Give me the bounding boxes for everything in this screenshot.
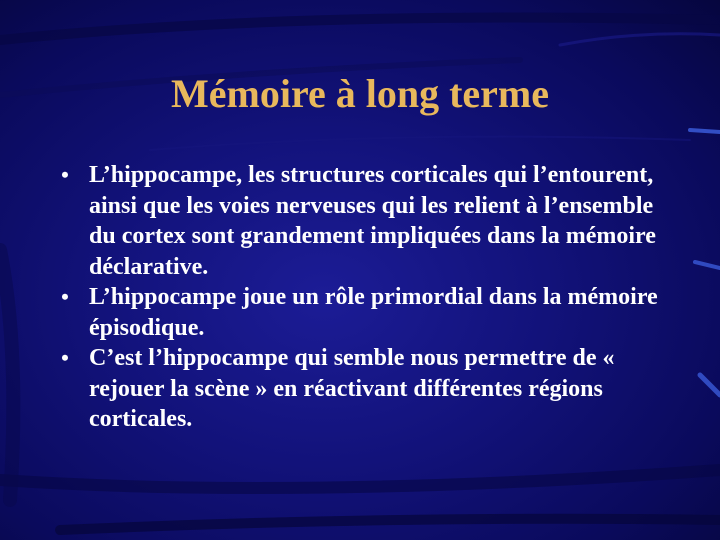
- bullet-text: L’hippocampe joue un rôle primordial dans la mémoire épisodique.: [89, 284, 658, 341]
- streak: [0, 470, 720, 488]
- streak: [0, 250, 13, 500]
- bullet-list: [55, 160, 675, 435]
- bullet-marker: •: [61, 345, 69, 370]
- streak: [700, 375, 720, 395]
- bullet-text: L’hippocampe, les structures corticales qui l’entourent, ainsi que les voies nerveuses qui les relient à l’ensemble du cortex sont grandement impliquées dans la mémoire déclarative.: [89, 162, 656, 280]
- bullet-item: [55, 160, 675, 282]
- bullet-text: C’est l’hippocampe qui semble nous permettre de « rejouer la scène » en réactivant différentes régions corticales.: [89, 345, 615, 432]
- bullet-item: [55, 282, 675, 343]
- streak: [60, 519, 720, 530]
- streak: [560, 34, 720, 45]
- slide-title: Mémoire à long terme: [171, 71, 549, 116]
- bullet-marker: •: [61, 162, 69, 187]
- bullet-marker: •: [61, 284, 69, 309]
- streak: [150, 137, 690, 150]
- streak: [695, 262, 720, 268]
- bullet-item: [55, 343, 675, 435]
- streak: [690, 130, 720, 132]
